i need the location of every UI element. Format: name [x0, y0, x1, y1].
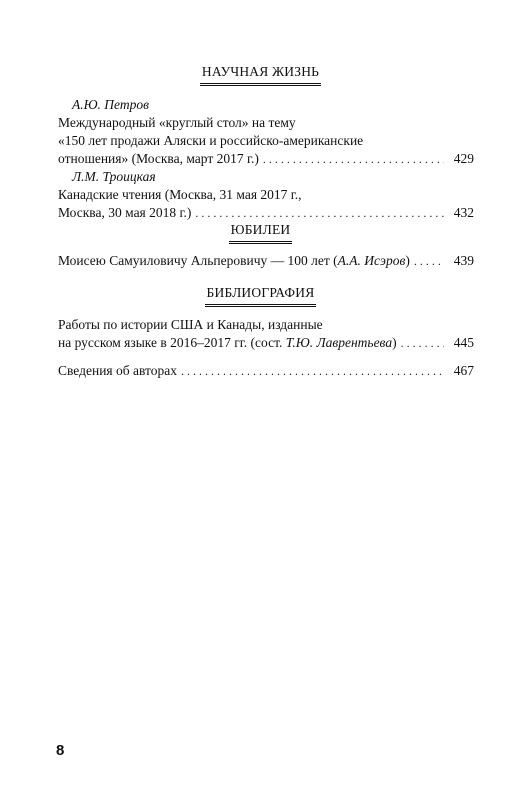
section-heading-bibliography — [0, 285, 521, 307]
dot-leader — [414, 252, 444, 270]
toc-entry-bibliography — [58, 316, 474, 352]
toc-entry-petrov — [58, 96, 474, 168]
entry-title-line: Сведения об авторах — [58, 363, 177, 378]
section-heading-jubilee — [0, 222, 521, 244]
folio-page-number: 8 — [56, 742, 65, 759]
page-number: 439 — [453, 253, 474, 268]
entry-title-line: отношения» (Москва, март 2017 г.) — [58, 151, 259, 166]
dot-leader — [401, 334, 444, 352]
section-heading-science — [0, 64, 521, 86]
entry-title-text: на русском языке в 2016–2017 гг. (сост. — [58, 335, 286, 350]
entry-title-text: ) — [392, 335, 397, 350]
page-number: 432 — [453, 205, 474, 220]
entry-last-line — [58, 150, 474, 168]
dot-leader — [181, 362, 444, 380]
entry-title-line: Москва, 30 мая 2018 г.) — [58, 205, 192, 220]
entry-last-line — [58, 362, 474, 380]
toc-entry-alperovich — [58, 252, 474, 270]
entry-author: А.Ю. Петров — [72, 97, 149, 112]
entry-title-line — [58, 252, 410, 270]
entry-author: Т.Ю. Лаврентьева — [285, 335, 393, 350]
dot-leader — [263, 150, 444, 168]
toc-entry-troitskaya — [58, 168, 474, 222]
entry-last-line — [58, 252, 474, 270]
entry-title-text: ) — [405, 253, 410, 268]
page-number: 467 — [453, 363, 474, 378]
section-title: БИБЛИОГРАФИЯ — [205, 285, 317, 307]
page-number: 445 — [453, 335, 474, 350]
entry-last-line — [58, 204, 474, 222]
entry-title-text: Моисею Самуиловичу Альперовичу — 100 лет ( — [58, 253, 338, 268]
toc-entry-authors — [58, 362, 474, 380]
entry-author: А.А. Исэров — [337, 253, 406, 268]
entry-title-line: Канадские чтения (Москва, 31 мая 2017 г., — [58, 187, 302, 202]
entry-title-line: «150 лет продажи Аляски и российско-американские — [58, 133, 364, 148]
entry-title-line: Работы по истории США и Канады, изданные — [58, 317, 323, 332]
entry-title-line: Международный «круглый стол» на тему — [58, 115, 296, 130]
entry-author: Л.М. Троицкая — [72, 169, 156, 184]
section-title: НАУЧНАЯ ЖИЗНЬ — [200, 64, 321, 86]
page-number: 429 — [453, 151, 474, 166]
section-title: ЮБИЛЕИ — [229, 222, 293, 244]
entry-last-line — [58, 334, 474, 352]
entry-title-line — [58, 334, 397, 352]
dot-leader — [195, 204, 444, 222]
